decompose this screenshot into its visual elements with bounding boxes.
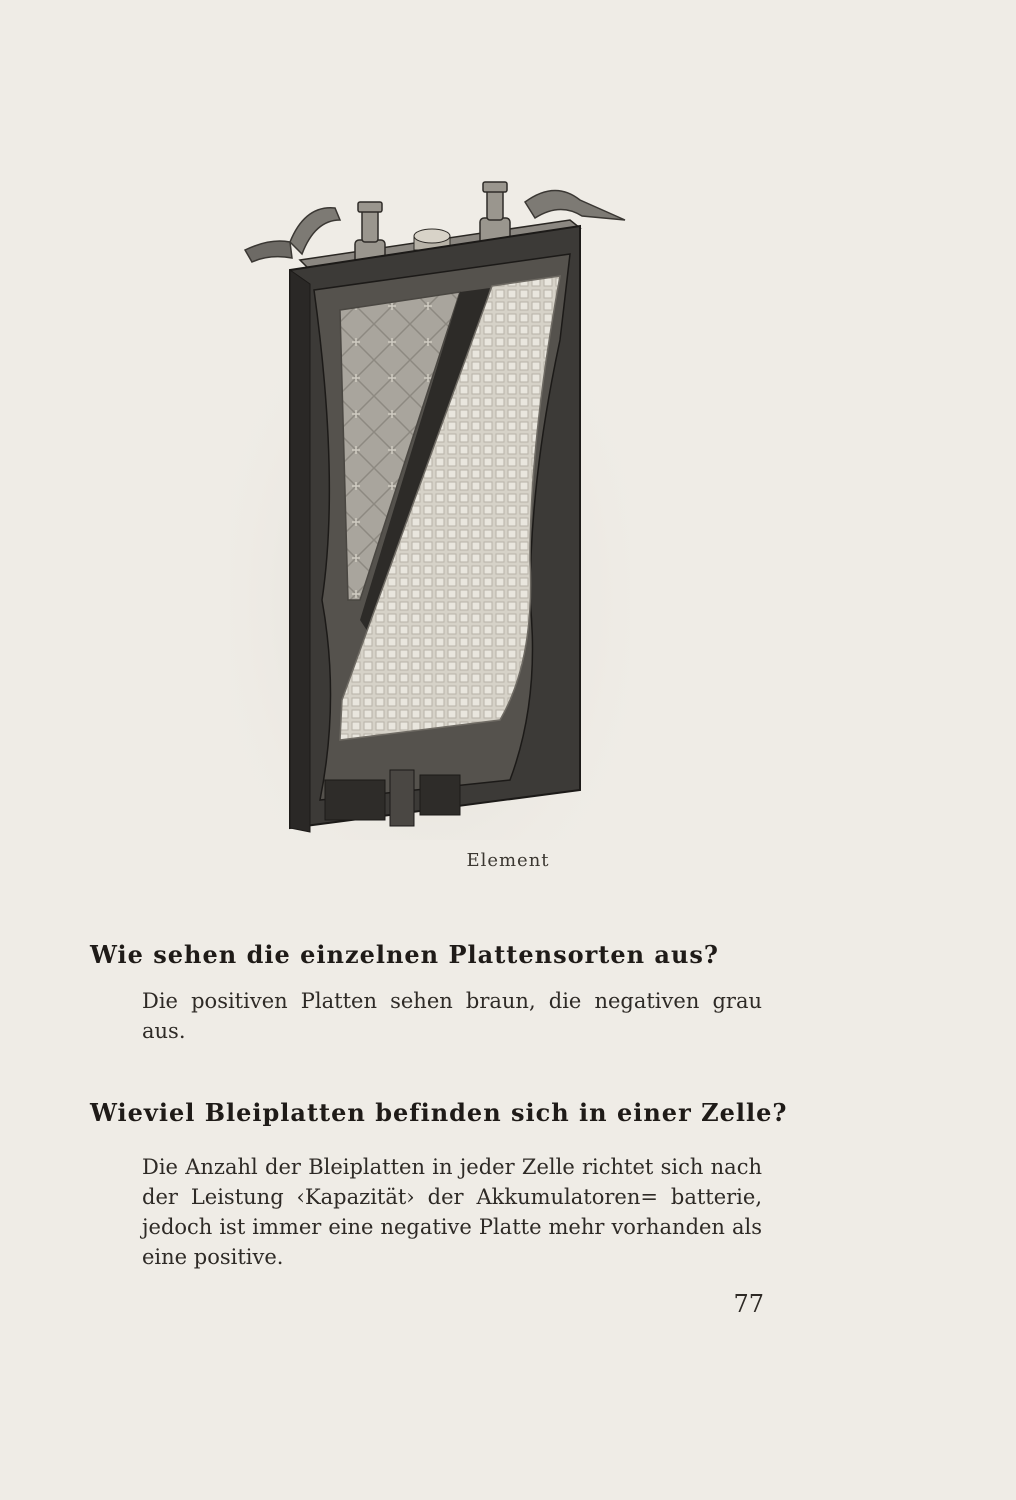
figure-caption: Element [466,850,550,871]
page-number: 77 [733,1290,764,1318]
answer-paragraph-1 [142,986,762,1046]
question-heading-1: Wie sehen die einzelnen Plattensorten aus? [90,940,719,969]
answer-text-1: Die positiven Platten sehen braun, die negativen grau aus. [142,989,762,1043]
answer-text-2: Die Anzahl der Bleiplatten in jeder Zelle richtet sich nach der Leistung ‹Kapazität› der Akkumulatoren= batterie, jedoch ist immer eine negative Platte mehr vorhanden als eine positive. [142,1155,762,1269]
question-heading-2: Wieviel Bleiplatten befinden sich in einer Zelle? [90,1098,788,1127]
battery-cell-illustration [230,180,630,840]
answer-paragraph-2 [142,1152,762,1272]
